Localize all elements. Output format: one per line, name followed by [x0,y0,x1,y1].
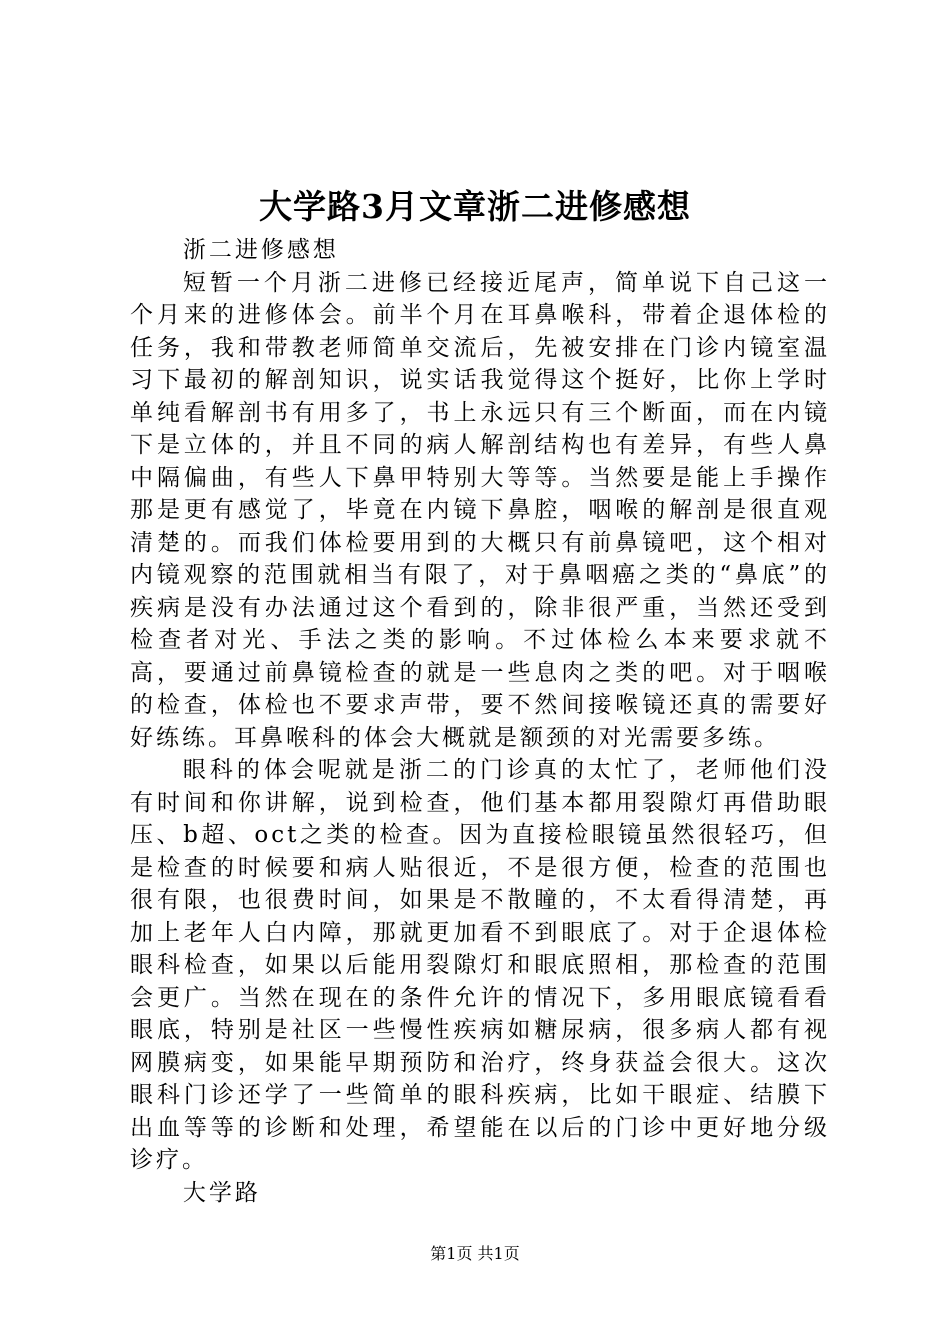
ophthalmology-paragraph: 眼科的体会呢就是浙二的门诊真的太忙了，老师他们没有时间和你讲解，说到检查，他们基本都用裂隙灯再借助眼压、b超、oct之类的检查。因为直接检眼镜虽然很轻巧，但是检查的时候要和病人贴很近，不是很方便，检查的范围也很有限，也很费时间，如果是不散瞳的，不太看得清楚，再加上老年人白内障，那就更加看不到眼底了。对于企退体检眼科检查，如果以后能用裂隙灯和眼底照相，那检查的范围会更广。当然在现在的条件允许的情况下，多用眼底镜看看眼底，特别是社区一些慢性疾病如糖尿病，很多病人都有视网膜病变，如果能早期预防和治疗，终身获益会很大。这次眼科门诊还学了一些简单的眼科疾病，比如干眼症、结膜下出血等等的诊断和处理，希望能在以后的门诊中更好地分级诊疗。 [130,757,830,1173]
signature-paragraph: 大学路 [182,1179,261,1206]
ent-paragraph: 短暂一个月浙二进修已经接近尾声，简单说下自己这一个月来的进修体会。前半个月在耳鼻喉科，带着企退体检的任务，我和带教老师简单交流后，先被安排在门诊内镜室温习下最初的解剖知识，说实话我觉得这个挺好，比你上学时单纯看解剖书有用多了，书上永远只有三个断面，而在内镜下是立体的，并且不同的病人解剖结构也有差异，有些人鼻中隔偏曲，有些人下鼻甲特别大等等。当然要是能上手操作那是更有感觉了，毕竟在内镜下鼻腔，咽喉的解剖是很直观清楚的。而我们体检要用到的大概只有前鼻镜吧，这个相对内镜观察的范围就相当有限了，对于鼻咽癌之类的“鼻底”的疾病是没有办法通过这个看到的，除非很严重，当然还受到检查者对光、手法之类的影响。不过体检么本来要求就不高，要通过前鼻镜检查的就是一些息肉之类的吧。对于咽喉的检查，体检也不要求声带，要不然间接喉镜还真的需要好好练练。耳鼻喉科的体会大概就是额颈的对光需要多练。 [130,269,830,751]
document-title: 大学路3月文章浙二进修感想 [259,187,691,226]
document-body [130,234,830,1209]
page-footer: 第1页 共1页 [430,1244,520,1263]
subtitle-paragraph: 浙二进修感想 [182,237,339,263]
